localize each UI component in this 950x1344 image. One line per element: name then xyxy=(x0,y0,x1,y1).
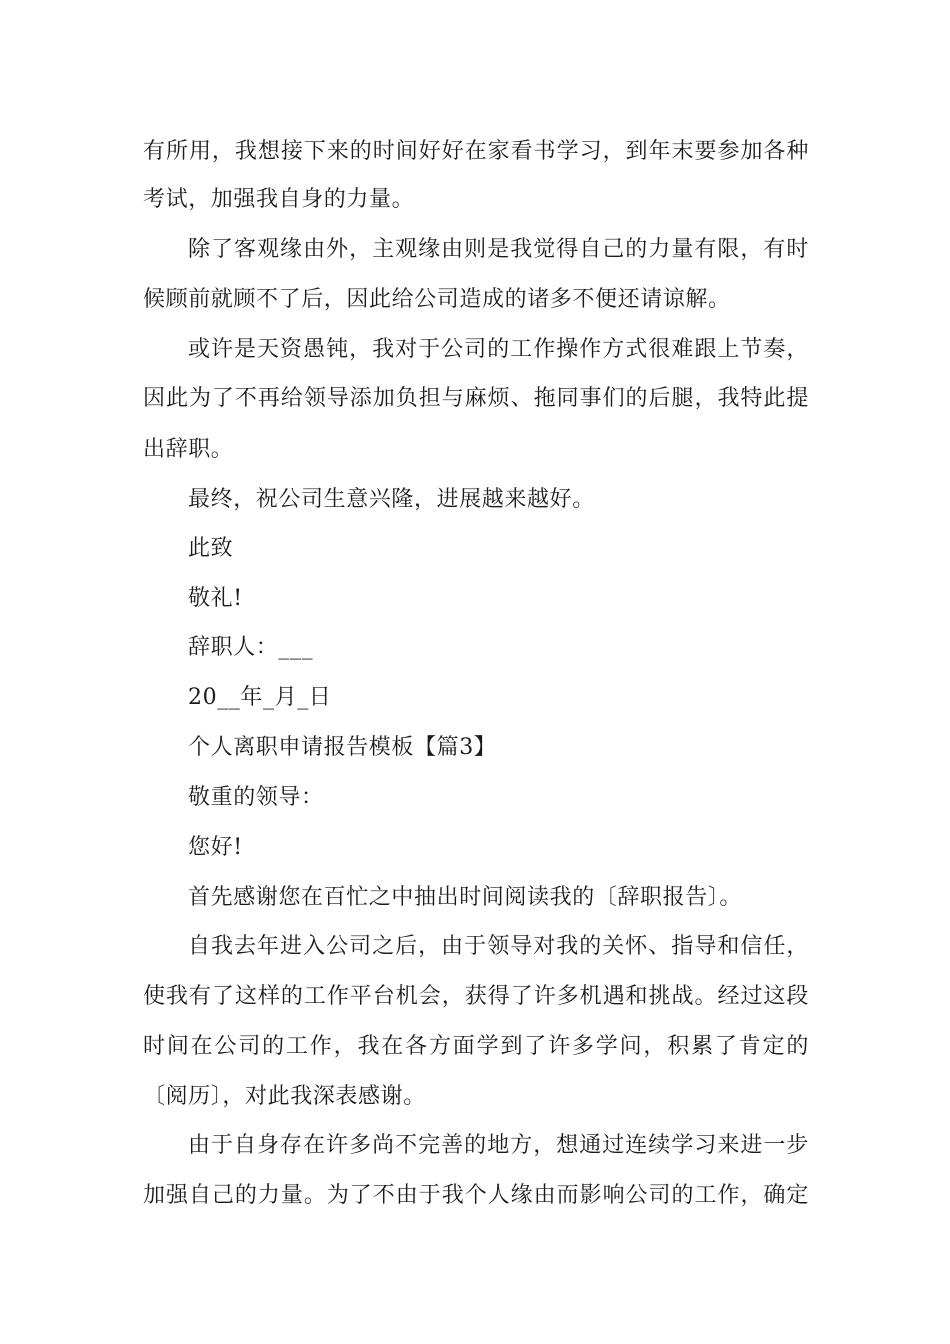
body-line: 考试，加强我自身的力量。 xyxy=(143,187,415,212)
greeting-line: 您好! xyxy=(188,835,243,860)
closing-wish: 最终，祝公司生意兴隆，进展越来越好。 xyxy=(188,487,595,512)
salutation-closing: 此致 xyxy=(188,536,234,561)
paragraph-line: 自我去年进入公司之后，由于领导对我的关怀、指导和信任， xyxy=(188,934,809,959)
body-line: 使我有了这样的工作平台机会，获得了许多机遇和挑战。经过这段 xyxy=(143,984,809,1009)
salutation-regards: 敬礼! xyxy=(188,586,243,611)
body-line: 候顾前就顾不了后，因此给公司造成的诸多不便还请谅解。 xyxy=(143,287,731,312)
body-line: 加强自己的力量。为了不由于我个人缘由而影响公司的工作，确定 xyxy=(143,1183,809,1208)
paragraph-line: 首先感谢您在百忙之中抽出时间阅读我的〔辞职报告〕。 xyxy=(188,885,743,910)
body-line: 有所用，我想接下来的时间好好在家看书学习，到年末要参加各种 xyxy=(143,139,809,164)
section-title: 个人离职申请报告模板【篇3】 xyxy=(188,735,497,760)
paragraph-line: 或许是天资愚钝，我对于公司的工作操作方式很难跟上节奏， xyxy=(188,337,809,362)
paragraph-line: 由于自身存在许多尚不完善的地方，想通过连续学习来进一步 xyxy=(188,1133,809,1158)
body-line: 出辞职。 xyxy=(143,437,234,462)
date-line: 20__年_月_日 xyxy=(188,685,332,710)
paragraph-line: 除了客观缘由外，主观缘由则是我觉得自己的力量有限，有时 xyxy=(188,237,809,262)
greeting-line: 敬重的领导： xyxy=(188,785,324,810)
body-line: 因此为了不再给领导添加负担与麻烦、拖同事们的后腿，我特此提 xyxy=(143,386,809,411)
body-line: 〔阅历〕，对此我深表感谢。 xyxy=(143,1084,426,1109)
body-line: 时间在公司的工作，我在各方面学到了许多学问，积累了肯定的 xyxy=(143,1034,809,1059)
signature-line: 辞职人：___ xyxy=(188,635,314,660)
